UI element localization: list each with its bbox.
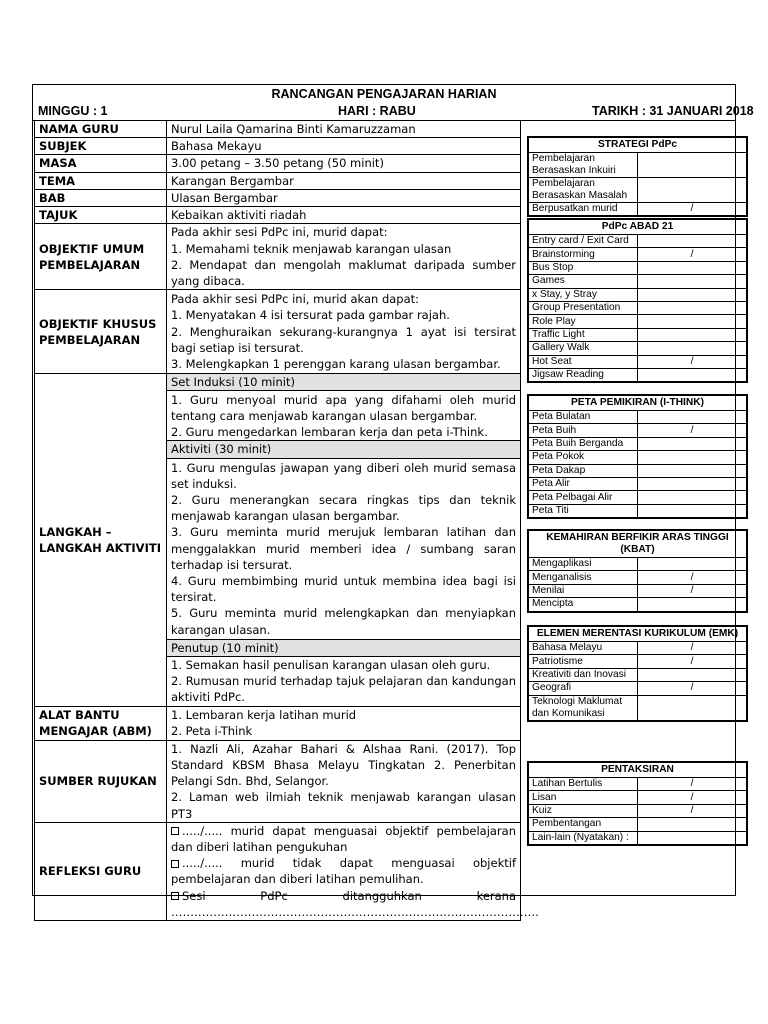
text-line: 2. Rumusan murid terhadap tajuk pelajaran dan kandungan aktiviti PdPc.: [171, 674, 516, 705]
text-line: [171, 888, 539, 920]
pentaksiran-mark: [638, 831, 747, 844]
ithink-item: Peta Alir: [529, 477, 638, 490]
minggu-label: MINGGU : 1: [38, 104, 108, 118]
abad21-mark: /: [638, 248, 747, 261]
pentaksiran-item: Pembentangan: [529, 818, 638, 831]
subjek-value: Bahasa Mekayu: [167, 138, 521, 155]
abad21-item: x Stay, y Stray: [529, 288, 638, 301]
masa-label: MASA: [35, 155, 167, 172]
emk-item: Patriotisme: [529, 655, 638, 668]
abad21-mark: [638, 261, 747, 274]
row-subjek: [35, 138, 521, 155]
text-line: 1. Nazli Ali, Azahar Bahari & Alshaa Rani. (2017). Top Standard KBSM Bhasa Melayu Tingkatan 2. Penerbitan Pelangi Sdn. Bhd, Selangor.: [171, 741, 516, 789]
row-sumber: [35, 740, 521, 822]
penutup-value: [167, 656, 521, 706]
text-line: 2. Mendapat dan mengolah maklumat daripada sumber yang dibaca.: [171, 257, 516, 288]
bab-label: BAB: [35, 189, 167, 206]
kbat-item: Menganalisis: [529, 571, 638, 584]
strategi-title: STRATEGI PdPc: [529, 138, 747, 153]
emk-item: Teknologi Maklumat dan Komunikasi: [529, 695, 638, 720]
ithink-item: Peta Pelbagai Alir: [529, 491, 638, 504]
emk-mark: /: [638, 642, 747, 655]
kbat-box: [527, 529, 748, 613]
strategi-box: [527, 136, 748, 217]
abad21-item: Hot Seat: [529, 355, 638, 368]
text-line: [171, 823, 516, 855]
text-line: 2. Laman web ilmiah teknik menjawab karangan ulasan PT3: [171, 790, 516, 821]
text-line: 1. Menyatakan 4 isi tersurat pada gambar rajah.: [171, 308, 450, 323]
abad21-mark: [638, 275, 747, 288]
text-line: 4. Guru membimbing murid untuk membina idea bagi isi tersirat.: [171, 573, 516, 605]
penutup-title: Penutup (10 minit): [167, 639, 521, 656]
ithink-mark: [638, 451, 747, 464]
tarikh-label: TARIKH : 31 JANUARI 2018: [592, 104, 754, 118]
ithink-mark: [638, 504, 747, 517]
emk-mark: [638, 695, 747, 720]
ithink-table: [528, 395, 747, 518]
ithink-item: Peta Buih: [529, 424, 638, 437]
strategi-item: Pembelajaran Berasaskan Inkuiri: [529, 153, 638, 178]
emk-item: Kreativiti dan Inovasi: [529, 668, 638, 681]
kbat-mark: /: [638, 571, 747, 584]
text-line: 1. Semakan hasil penulisan karangan ulasan oleh guru.: [171, 658, 491, 673]
sumber-label: SUMBER RUJUKAN: [35, 740, 167, 822]
text-line: 5. Guru meminta murid melengkapkan dan menyiapkan karangan ulasan.: [171, 606, 516, 637]
tema-value: Karangan Bergambar: [167, 172, 521, 189]
abad21-mark: [638, 235, 747, 248]
text-line: 2. Menghuraikan sekurang-kurangnya 1 ayat isi tersirat bagi setiap isi tersurat.: [171, 324, 516, 355]
nama-guru-value: Nurul Laila Qamarina Binti Kamaruzzaman: [167, 121, 521, 138]
strategi-item: Berpusatkan murid: [529, 203, 638, 216]
abad21-mark: /: [638, 355, 747, 368]
abad21-mark: [638, 315, 747, 328]
strategi-mark: [638, 178, 747, 203]
ithink-mark: [638, 464, 747, 477]
ithink-mark: [638, 491, 747, 504]
bab-value: Ulasan Bergambar: [167, 189, 521, 206]
objektif-umum-value: [167, 224, 521, 290]
ithink-box: [527, 394, 748, 519]
emk-mark: /: [638, 682, 747, 695]
strategi-table: [528, 137, 747, 216]
lesson-plan-table: [34, 120, 539, 921]
text-line: 1. Guru menyoal murid apa yang difahami oleh murid tentang cara menjawab karangan ulasan bergambar.: [171, 392, 516, 423]
row-abm: [35, 706, 521, 740]
emk-box: [527, 625, 748, 722]
kbat-item: Mencipta: [529, 598, 638, 611]
kbat-mark: [638, 558, 747, 571]
row-nama-guru: [35, 121, 521, 138]
pentaksiran-item: Kuiz: [529, 804, 638, 817]
tema-label: TEMA: [35, 172, 167, 189]
checkbox-icon: [171, 892, 179, 900]
row-objektif-khusus: [35, 290, 521, 374]
ithink-mark: [638, 477, 747, 490]
kbat-item: Mengaplikasi: [529, 558, 638, 571]
emk-table: [528, 626, 747, 721]
text-line: 3. Melengkapkan 1 perenggan karang ulasan bergambar.: [171, 357, 501, 372]
row-tema: [35, 172, 521, 189]
pentaksiran-item: Lisan: [529, 791, 638, 804]
ithink-item: Peta Bulatan: [529, 411, 638, 424]
abad21-mark: [638, 328, 747, 341]
ithink-title: PETA PEMIKIRAN (I-THINK): [529, 396, 747, 411]
abad21-item: Gallery Walk: [529, 342, 638, 355]
pentaksiran-item: Latihan Bertulis: [529, 778, 638, 791]
refleksi-line: Sesi PdPc ditangguhkan kerana ……………………………………………………………………………………: [171, 888, 539, 919]
set-induksi-value: [167, 391, 521, 441]
abad21-item: Entry card / Exit Card: [529, 235, 638, 248]
abad21-table: [528, 219, 747, 382]
emk-mark: /: [638, 655, 747, 668]
abad21-item: Jigsaw Reading: [529, 368, 638, 381]
pentaksiran-mark: /: [638, 778, 747, 791]
ithink-item: Peta Dakap: [529, 464, 638, 477]
refleksi-line: ...../..... murid tidak dapat menguasai objektif pembelajaran dan diberi latihan pemulihan.: [171, 856, 516, 887]
document-title: RANCANGAN PENGAJARAN HARIAN: [271, 87, 497, 101]
abad21-item: Brainstorming: [529, 248, 638, 261]
abad21-mark: [638, 342, 747, 355]
abad21-box: [527, 218, 748, 383]
abad21-item: Bus Stop: [529, 261, 638, 274]
checkbox-icon: [171, 827, 179, 835]
objektif-umum-label: OBJEKTIF UMUM PEMBELAJARAN: [35, 224, 167, 290]
ithink-item: Peta Titi: [529, 504, 638, 517]
kbat-title: KEMAHIRAN BERFIKIR ARAS TINGGI (KBAT): [529, 531, 747, 558]
pentaksiran-mark: /: [638, 804, 747, 817]
text-line: Pada akhir sesi PdPc ini, murid dapat:: [171, 225, 388, 240]
emk-title: ELEMEN MERENTASI KURIKULUM (EMK): [529, 627, 747, 642]
ithink-item: Peta Buih Berganda: [529, 437, 638, 450]
abad21-item: Traffic Light: [529, 328, 638, 341]
abad21-mark: [638, 368, 747, 381]
strategi-mark: /: [638, 203, 747, 216]
row-objektif-umum: [35, 224, 521, 290]
ithink-mark: [638, 411, 747, 424]
abm-label: ALAT BANTU MENGAJAR (ABM): [35, 706, 167, 740]
emk-item: Bahasa Melayu: [529, 642, 638, 655]
pentaksiran-mark: [638, 818, 747, 831]
kbat-item: Menilai: [529, 584, 638, 597]
text-line: Pada akhir sesi PdPc ini, murid akan dapat:: [171, 292, 420, 307]
pentaksiran-mark: /: [638, 791, 747, 804]
hari-label: HARI : RABU: [338, 104, 416, 118]
refleksi-label: REFLEKSI GURU: [35, 822, 167, 920]
ithink-mark: /: [638, 424, 747, 437]
row-tajuk: [35, 207, 521, 224]
pentaksiran-item: Lain-lain (Nyatakan) :: [529, 831, 638, 844]
text-line: 1. Guru mengulas jawapan yang diberi oleh murid semasa set induksi.: [171, 460, 516, 491]
checkbox-icon: [171, 860, 179, 868]
text-line: 2. Guru menerangkan secara ringkas tips dan teknik menjawab karangan ulasan bergambar.: [171, 492, 516, 524]
emk-mark: [638, 668, 747, 681]
row-refleksi: [35, 822, 521, 920]
langkah-label: LANGKAH – LANGKAH AKTIVITI: [35, 374, 167, 707]
kbat-mark: /: [638, 584, 747, 597]
text-line: 3. Guru meminta murid merujuk lembaran latihan dan menggalakkan murid memberi idea / sumbang saran terhadap isi tersurat.: [171, 525, 516, 572]
sumber-value: [167, 740, 521, 822]
pentaksiran-title: PENTAKSIRAN: [529, 763, 747, 778]
masa-value: 3.00 petang – 3.50 petang (50 minit): [167, 155, 521, 172]
ithink-item: Peta Pokok: [529, 451, 638, 464]
objektif-khusus-label: OBJEKTIF KHUSUS PEMBELAJARAN: [35, 290, 167, 374]
text-line: 2. Guru mengedarkan lembaran kerja dan peta i-Think.: [171, 425, 488, 440]
abad21-item: Games: [529, 275, 638, 288]
refleksi-value: [167, 822, 539, 920]
text-line: 1. Memahami teknik menjawab karangan ulasan: [171, 241, 452, 256]
strategi-item: Pembelajaran Berasaskan Masalah: [529, 178, 638, 203]
kbat-table: [528, 530, 747, 612]
nama-guru-label: NAMA GURU: [35, 121, 167, 138]
aktiviti-title: Aktiviti (30 minit): [167, 441, 521, 458]
abad21-item: Role Play: [529, 315, 638, 328]
abad21-mark: [638, 301, 747, 314]
text-line: 2. Peta i-Think: [171, 724, 253, 739]
objektif-khusus-value: [167, 290, 521, 374]
ithink-mark: [638, 437, 747, 450]
set-induksi-title: Set Induksi (10 minit): [167, 374, 521, 391]
row-masa: [35, 155, 521, 172]
subjek-label: SUBJEK: [35, 138, 167, 155]
abad21-mark: [638, 288, 747, 301]
row-set-induksi-title: [35, 374, 521, 391]
aktiviti-value: [167, 458, 521, 639]
tajuk-value: Kebaikan aktiviti riadah: [167, 207, 521, 224]
text-line: 1. Lembaran kerja latihan murid: [171, 708, 357, 723]
pentaksiran-box: [527, 761, 748, 846]
pentaksiran-table: [528, 762, 747, 845]
kbat-mark: [638, 598, 747, 611]
row-bab: [35, 189, 521, 206]
abad21-title: PdPc ABAD 21: [529, 220, 747, 235]
abad21-item: Group Presentation: [529, 301, 638, 314]
abm-value: [167, 706, 521, 740]
strategi-mark: [638, 153, 747, 178]
emk-item: Geografi: [529, 682, 638, 695]
refleksi-line: ...../..... murid dapat menguasai objektif pembelajaran dan diberi latihan pengukuhan: [171, 823, 516, 855]
text-line: [171, 855, 516, 887]
tajuk-label: TAJUK: [35, 207, 167, 224]
